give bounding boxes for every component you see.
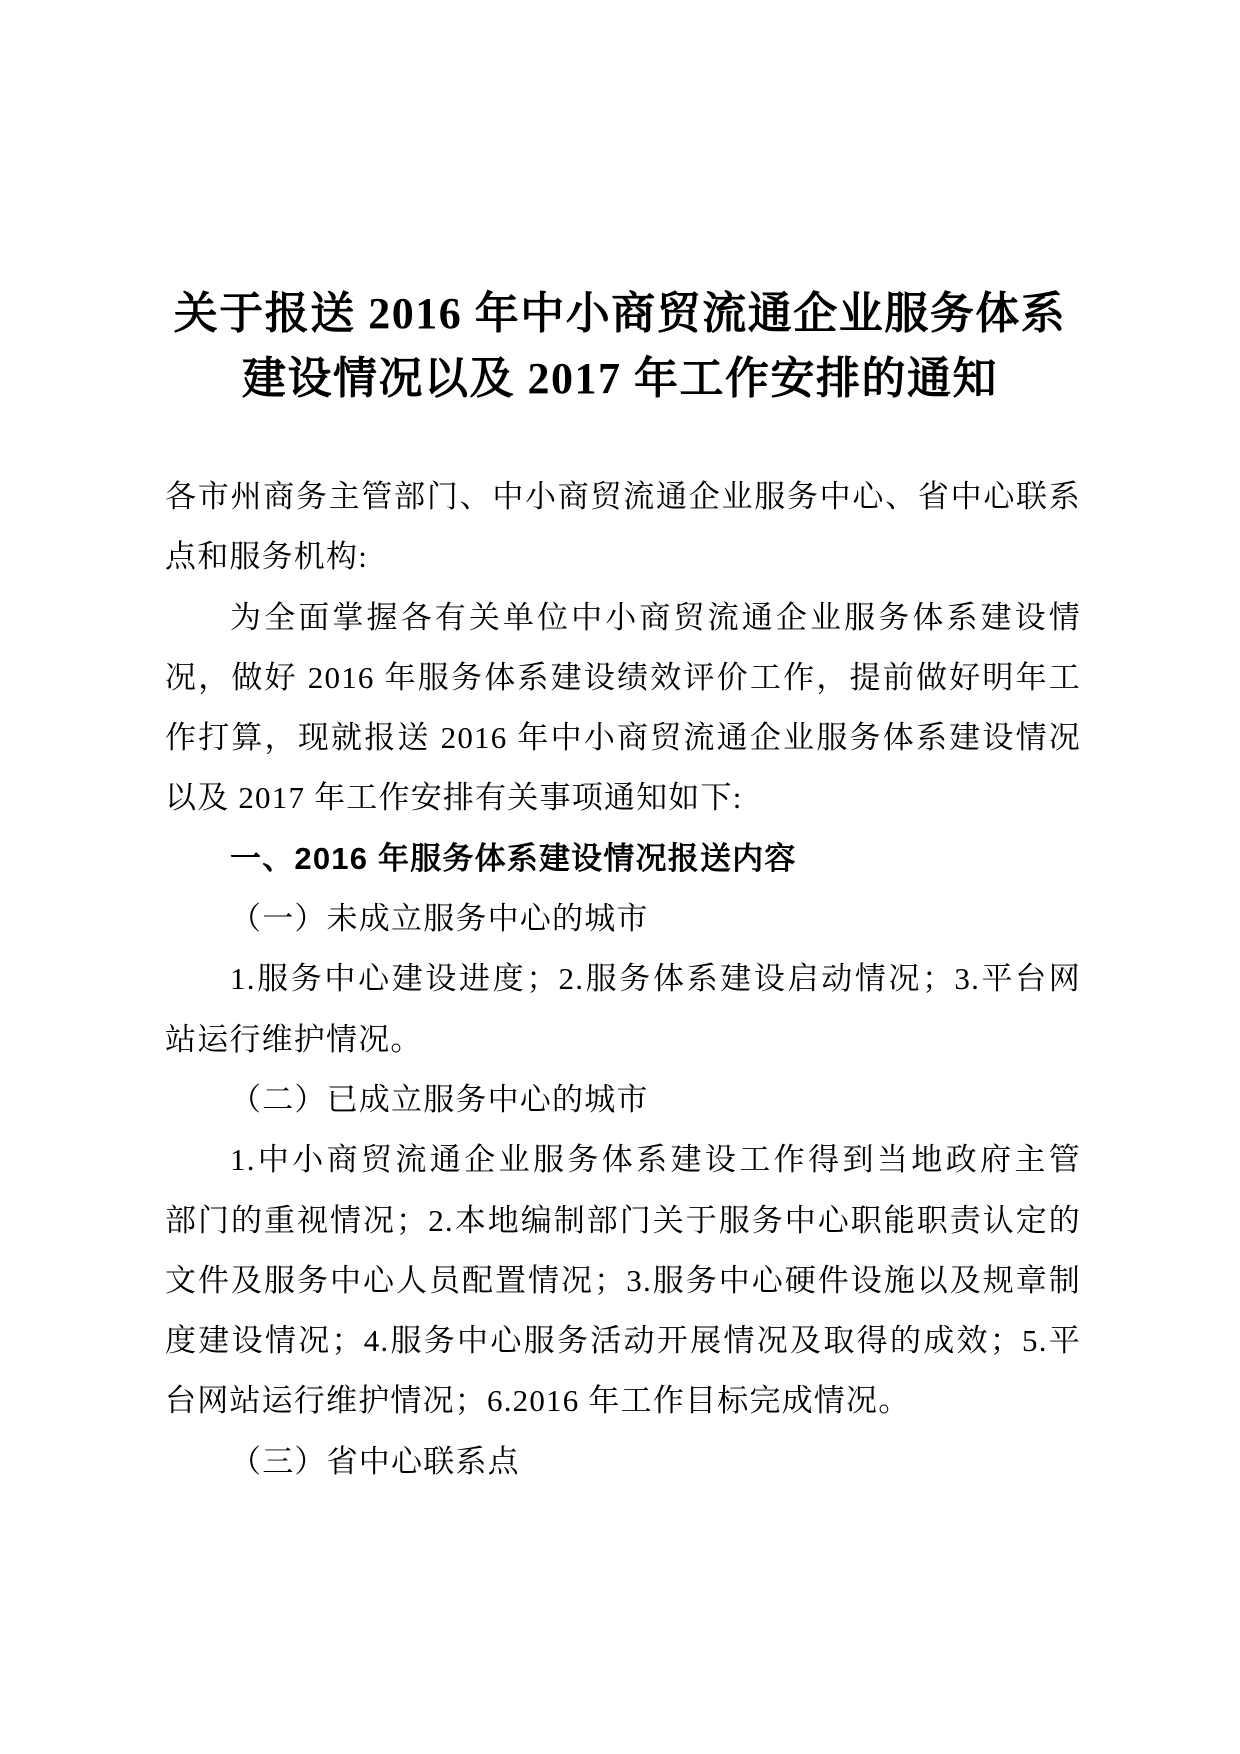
body-line: 点和服务机构:: [165, 539, 369, 575]
document-body: [165, 467, 1081, 1492]
body-line: 作打算，现就报送 2016 年中小商贸流通企业服务体系建设情况: [165, 720, 1081, 756]
section-heading: 一、2016 年服务体系建设情况报送内容: [230, 840, 797, 876]
title-line: 建设情况以及 2017 年工作安排的通知: [242, 354, 998, 403]
body-line: 站运行维护情况。: [165, 1021, 423, 1057]
subsection-paragraph: [165, 949, 1081, 1070]
body-line: 各市州商务主管部门、中小商贸流通企业服务中心、省中心联系: [165, 479, 1081, 514]
body-line: 文件及服务中心人员配置情况；3.服务中心硬件设施以及规章制: [165, 1262, 1081, 1298]
body-line: 1.服务中心建设进度；2.服务体系建设启动情况；3.平台网: [230, 961, 1081, 997]
subsection-heading: （二）已成立服务中心的城市: [230, 1081, 649, 1117]
body-line: 部门的重视情况；2.本地编制部门关于服务中心职能职责认定的: [165, 1202, 1081, 1238]
body-line: 以及 2017 年工作安排有关事项通知如下:: [165, 780, 743, 816]
salutation-paragraph: [165, 467, 1081, 588]
subsection-paragraph: [165, 1130, 1081, 1431]
subsection-heading: （三）省中心联系点: [230, 1443, 520, 1479]
body-line: 1.中小商贸流通企业服务体系建设工作得到当地政府主管: [230, 1142, 1081, 1178]
body-line: 台网站运行维护情况；6.2016 年工作目标完成情况。: [165, 1383, 911, 1419]
subsection-heading: （一）未成立服务中心的城市: [230, 901, 649, 937]
document-title: [0, 281, 1240, 411]
body-line: 况，做好 2016 年服务体系建设绩效评价工作，提前做好明年工: [165, 659, 1081, 695]
intro-paragraph: [165, 588, 1081, 829]
body-line: 度建设情况；4.服务中心服务活动开展情况及取得的成效；5.平: [165, 1323, 1081, 1359]
title-line: 关于报送 2016 年中小商贸流通企业服务体系: [173, 289, 1067, 338]
body-line: 为全面掌握各有关单位中小商贸流通企业服务体系建设情: [230, 599, 1081, 635]
